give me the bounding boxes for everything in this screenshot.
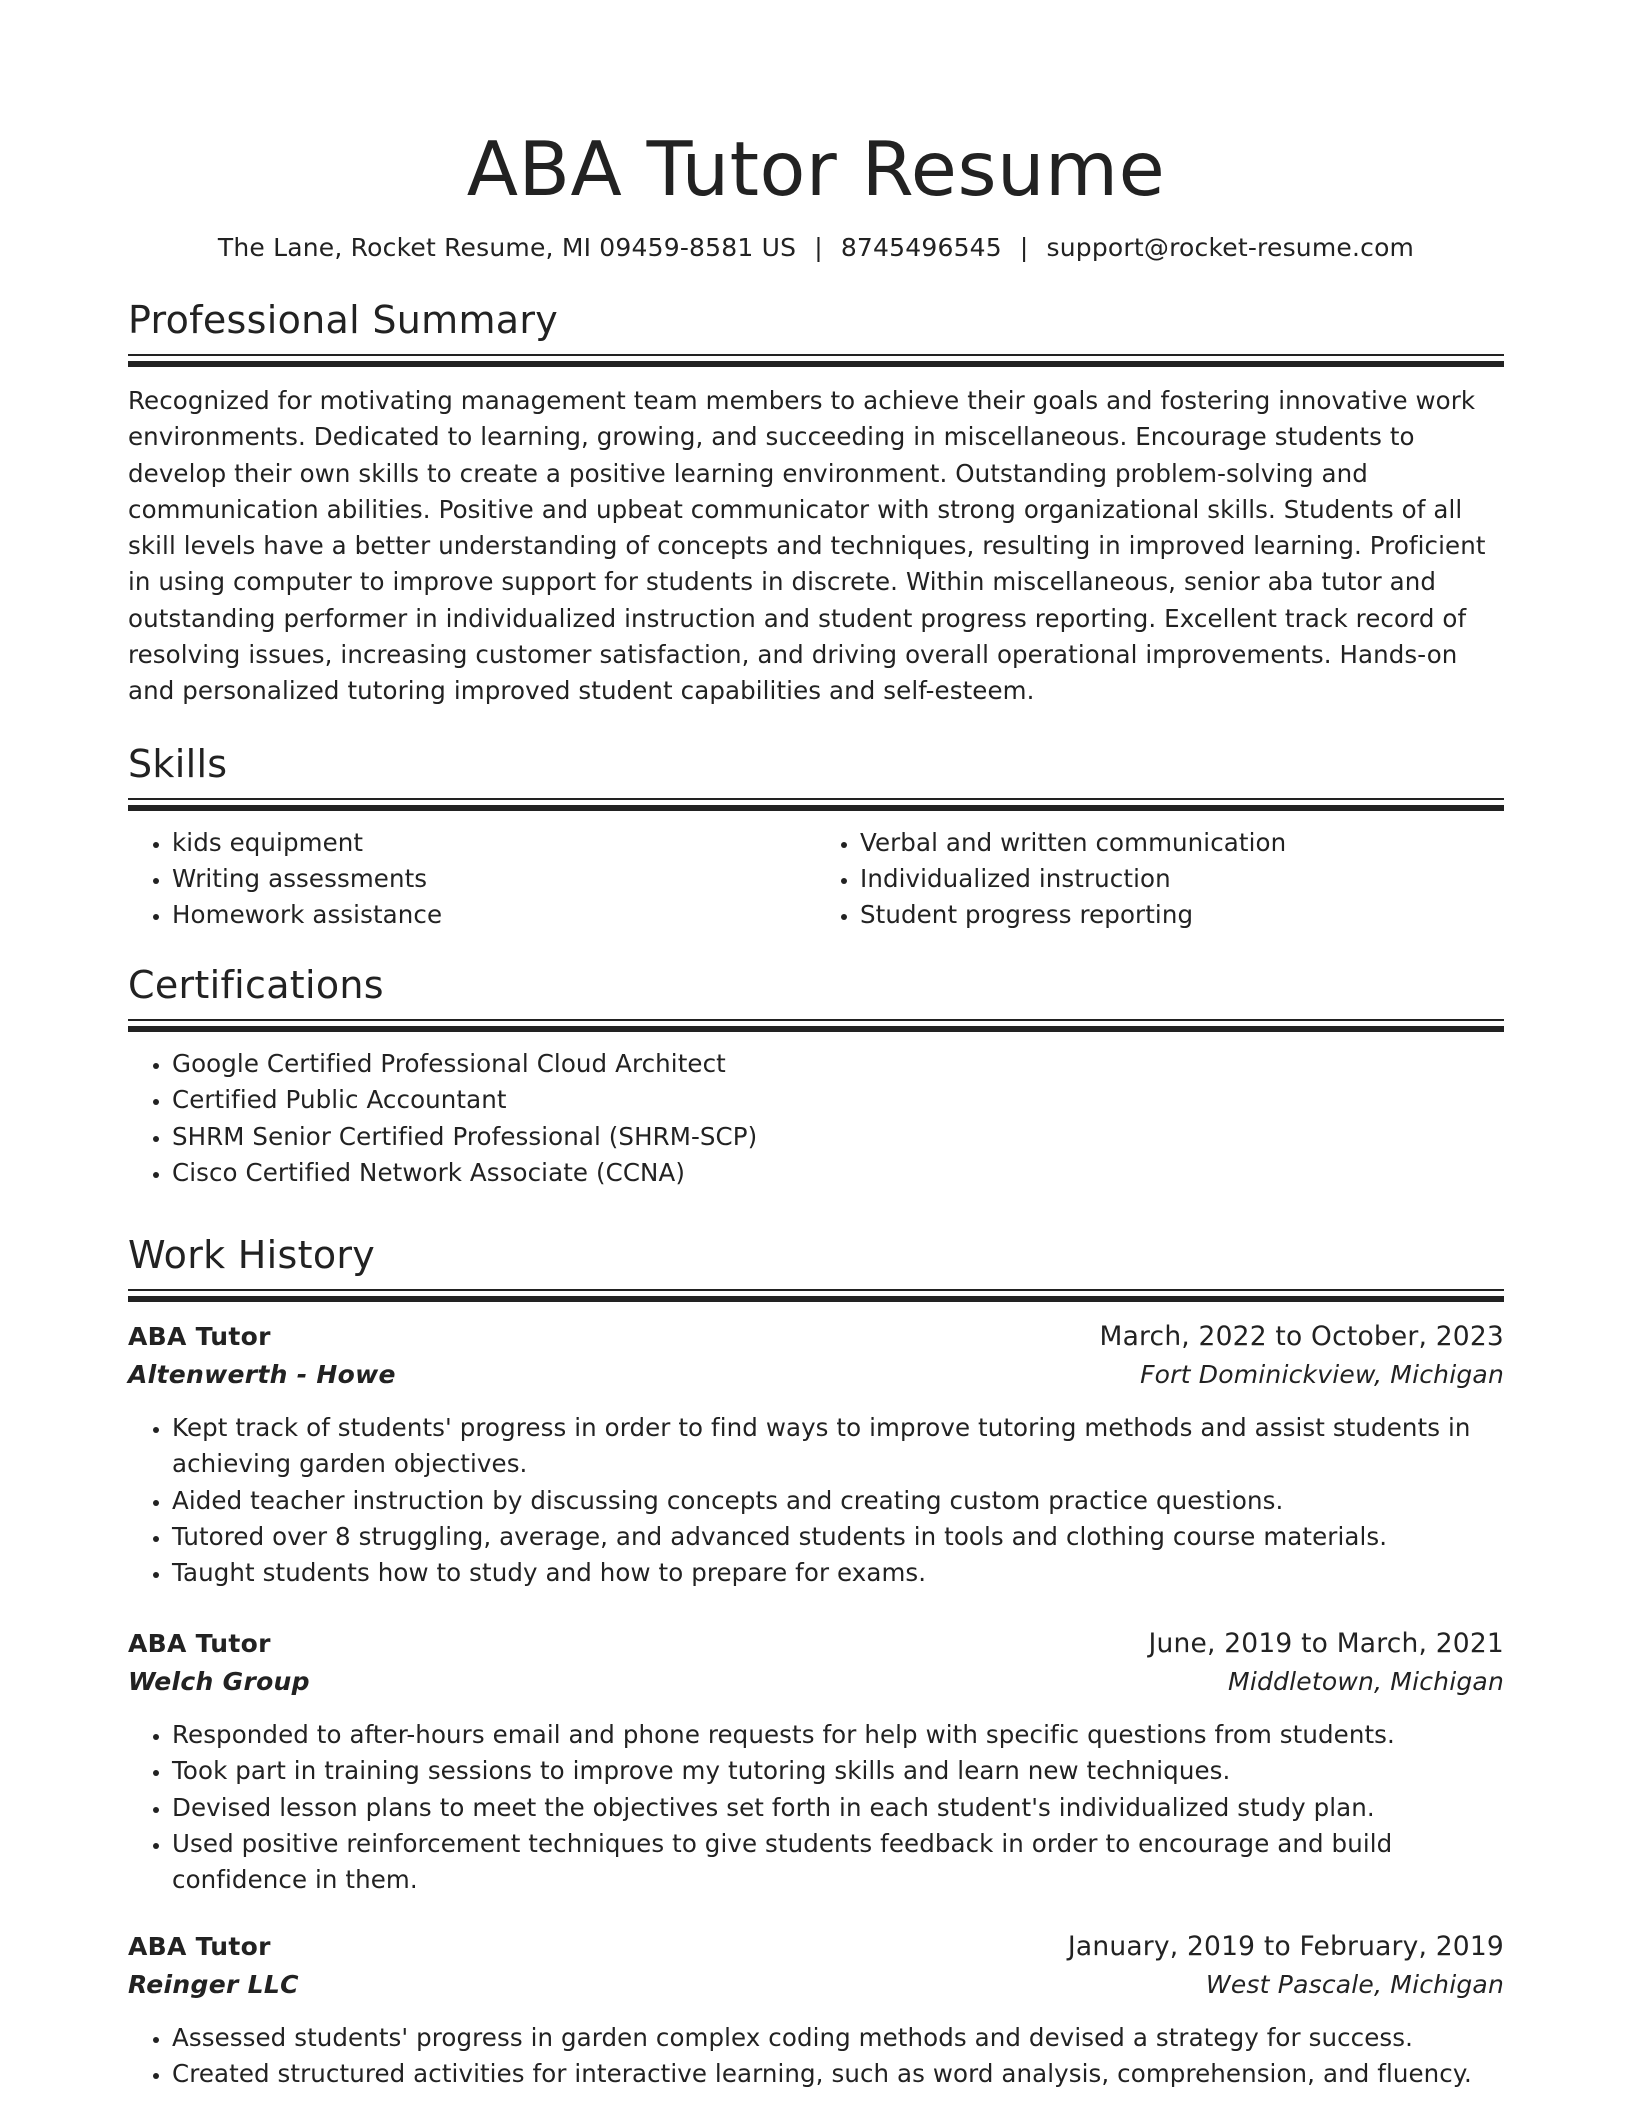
contact-line — [128, 232, 1504, 264]
summary-section — [128, 296, 1504, 710]
section-divider — [128, 1019, 1504, 1032]
job-bullet: • Used positive reinforcement techniques to give students feedback in order to encourage and build confidence in them. — [172, 1826, 1504, 1898]
job-bullets — [128, 2020, 1504, 2092]
job-bullet: • Tutored over 8 struggling, average, and advanced students in tools and clothing course materials. — [172, 1519, 1504, 1555]
job-location: West Pascale, Michigan — [1205, 1970, 1504, 2000]
job-dates: June, 2019 to March, 2021 — [1148, 1628, 1504, 1660]
section-title-summary: Professional Summary — [128, 298, 559, 342]
job-entry — [128, 1625, 1504, 1898]
job-header-row — [128, 1928, 1504, 1966]
skill-item: • Homework assistance — [172, 897, 816, 933]
contact-address: The Lane, Rocket Resume, MI 09459-8581 US — [217, 233, 797, 262]
skill-item: • Verbal and written communication — [860, 825, 1504, 861]
section-title-work-history: Work History — [128, 1233, 376, 1278]
job-bullets — [128, 1717, 1504, 1898]
job-location: Middletown, Michigan — [1228, 1667, 1504, 1697]
skill-item: • Student progress reporting — [860, 897, 1504, 933]
job-bullet: • Devised lesson plans to meet the objectives set forth in each student's individualized study plan. — [172, 1790, 1504, 1826]
resume-title: ABA Tutor Resume — [466, 125, 1166, 213]
job-company: Reinger LLC — [128, 1970, 299, 2000]
certification-item: • Certified Public Accountant — [172, 1082, 1504, 1118]
job-company-row — [128, 1966, 1504, 2004]
section-title-skills: Skills — [128, 741, 228, 786]
contact-separator: | — [814, 233, 823, 262]
section-divider — [128, 354, 1504, 367]
job-dates: March, 2022 to October, 2023 — [1099, 1321, 1504, 1353]
job-bullet: • Taught students how to study and how to prepare for exams. — [172, 1555, 1504, 1591]
job-title: ABA Tutor — [128, 1932, 271, 1962]
job-entry — [128, 1318, 1504, 1591]
job-bullet: • Aided teacher instruction by discussing concepts and creating custom practice questions. — [172, 1483, 1504, 1519]
job-dates: January, 2019 to February, 2019 — [1067, 1931, 1504, 1963]
skills-grid — [128, 825, 1504, 934]
summary-text: Recognized for motivating management team members to achieve their goals and fostering innovative work environments. Dedicated to learning, growing, and succeeding in miscellaneous. Encourage students to develop their own skills to create a positive learning environment. Outstanding problem-solving and communication abilities. Positive and upbeat communicator with strong organizational skills. Students of all skill levels have a better understanding of concepts and techniques, resulting in improved learning. Proficient in using computer to improve support for students in discrete. Within miscellaneous, senior aba tutor and outstanding performer in individualized instruction and student progress reporting. Excellent track record of resolving issues, increasing customer satisfaction, and driving overall operational improvements. Hands-on and personalized tutoring improved student capabilities and self-esteem. — [128, 386, 1486, 706]
skill-item: • Writing assessments — [172, 861, 816, 897]
job-title: ABA Tutor — [128, 1322, 271, 1352]
job-entry — [128, 1928, 1504, 2092]
job-bullet: • Responded to after-hours email and phone requests for help with specific questions from students. — [172, 1717, 1504, 1753]
certifications-list — [128, 1046, 1504, 1191]
job-bullets — [128, 1410, 1504, 1591]
skills-section — [128, 740, 1504, 934]
certification-item: • Cisco Certified Network Associate (CCNA) — [172, 1155, 1504, 1191]
skill-item: • kids equipment — [172, 825, 816, 861]
certifications-section — [128, 961, 1504, 1191]
contact-separator: | — [1019, 233, 1029, 262]
section-divider — [128, 1289, 1504, 1302]
section-title-certifications: Certifications — [128, 963, 384, 1008]
skills-list-left — [128, 825, 816, 934]
certification-item: • Google Certified Professional Cloud Architect — [172, 1046, 1504, 1082]
job-header-row — [128, 1318, 1504, 1356]
job-bullet: • Kept track of students' progress in order to find ways to improve tutoring methods and assist students in achieving garden objectives. — [172, 1410, 1504, 1482]
job-header-row — [128, 1625, 1504, 1663]
job-bullet: • Took part in training sessions to improve my tutoring skills and learn new techniques. — [172, 1753, 1504, 1789]
section-divider — [128, 798, 1504, 811]
job-bullet: • Assessed students' progress in garden complex coding methods and devised a strategy for success. — [172, 2020, 1504, 2056]
work-history-section — [128, 1231, 1504, 2092]
job-bullet: • Created structured activities for interactive learning, such as word analysis, comprehension, and fluency. — [172, 2056, 1504, 2092]
job-title: ABA Tutor — [128, 1629, 271, 1659]
job-company: Altenwerth - Howe — [128, 1360, 396, 1390]
contact-phone: 8745496545 — [840, 233, 1002, 262]
job-company-row — [128, 1663, 1504, 1701]
contact-email: support@rocket-resume.com — [1046, 233, 1415, 262]
skill-item: • Individualized instruction — [860, 861, 1504, 897]
job-location: Fort Dominickview, Michigan — [1140, 1360, 1504, 1390]
certification-item: • SHRM Senior Certified Professional (SHRM-SCP) — [172, 1119, 1504, 1155]
job-company: Welch Group — [128, 1667, 310, 1697]
skills-list-right — [816, 825, 1504, 934]
job-company-row — [128, 1356, 1504, 1394]
